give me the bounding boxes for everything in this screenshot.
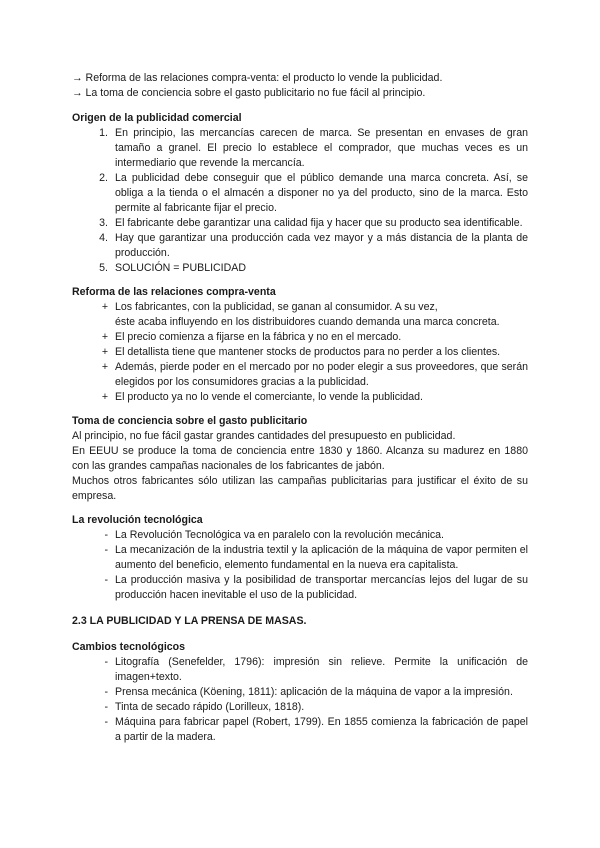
list-item xyxy=(72,543,528,573)
section-title: Origen de la publicidad comercial xyxy=(72,112,242,124)
list-marker: - xyxy=(104,656,108,668)
list-marker: + xyxy=(101,331,108,343)
list-item xyxy=(72,360,528,390)
intro-line: → La toma de conciencia sobre el gasto publicitario no fue fácil al principio. xyxy=(72,87,426,99)
list-marker: + xyxy=(101,391,108,403)
paragraph: Al principio, no fue fácil gastar grandes cantidades del presupuesto en publicidad. xyxy=(72,430,456,442)
list-marker: - xyxy=(104,574,108,586)
list-item xyxy=(72,573,528,603)
list-item xyxy=(72,685,528,700)
section-cambios xyxy=(72,640,528,745)
document-page xyxy=(72,71,528,745)
list-marker: - xyxy=(104,529,108,541)
list-item xyxy=(72,231,528,261)
list-marker: - xyxy=(104,701,108,713)
list-text: Máquina para fabricar papel (Robert, 1799). En 1855 comienza la fabricación de papel a partir de la madera. xyxy=(115,716,528,743)
paragraph: Muchos otros fabricantes sólo utilizan las campañas publicitarias para justificar el éxito de su empresa. xyxy=(72,475,528,502)
list-marker: 2. xyxy=(99,172,108,184)
list-text: La publicidad debe conseguir que el público demande una marca concreta. Así, se obliga a la tienda o el almacén a disponer no ya del producto, sino de la marca. Esto permite al fabricante fijar el precio. xyxy=(115,172,528,214)
list-item xyxy=(72,330,528,345)
section-title: Cambios tecnológicos xyxy=(72,641,186,653)
list-marker: 1. xyxy=(99,127,108,139)
list-marker: 4. xyxy=(99,232,108,244)
list-text: El detallista tiene que mantener stocks de productos para no perder a los clientes. xyxy=(115,346,501,358)
section-title: La revolución tecnológica xyxy=(72,514,203,526)
list-text: La Revolución Tecnológica va en paralelo con la revolución mecánica. xyxy=(115,529,445,541)
list-item xyxy=(72,528,528,543)
list-text-continuation: éste acaba influyendo en los distribuidores cuando demanda una marca concreta. xyxy=(115,316,500,328)
section-reforma xyxy=(72,285,528,405)
list-item xyxy=(72,655,528,685)
list-text: El fabricante debe garantizar una calidad fija y hacer que su producto sea identificable. xyxy=(115,217,523,229)
list-text: El producto ya no lo vende el comerciante, lo vende la publicidad. xyxy=(115,391,423,403)
list-marker: + xyxy=(101,346,108,358)
list-marker: 3. xyxy=(99,217,108,229)
list-item xyxy=(72,345,528,360)
section-origen xyxy=(72,111,528,276)
list-text: Prensa mecánica (Köening, 1811): aplicación de la máquina de vapor a la impresión. xyxy=(115,686,513,698)
bullet-list xyxy=(72,300,528,405)
numbered-list xyxy=(72,126,528,276)
dash-list xyxy=(72,528,528,603)
list-item xyxy=(72,261,528,276)
list-item xyxy=(72,390,528,405)
section-toma xyxy=(72,414,528,504)
list-marker: - xyxy=(104,544,108,556)
list-marker: 5. xyxy=(99,262,108,274)
section-title: Toma de conciencia sobre el gasto publicitario xyxy=(72,415,308,427)
section-2-3 xyxy=(72,614,528,629)
paragraph: En EEUU se produce la toma de conciencia entre 1830 y 1860. Alcanza su madurez en 1880 con las grandes campañas nacionales de los fabricantes de jabón. xyxy=(72,445,528,472)
list-text: La mecanización de la industria textil y la aplicación de la máquina de vapor permiten el aumento del beneficio, elemento fundamental en la nueva era capitalista. xyxy=(115,544,528,571)
list-item xyxy=(72,171,528,216)
list-text: En principio, las mercancías carecen de marca. Se presentan en envases de gran tamaño a granel. El precio lo establece el comprador, que muchas veces es un intermediario que revende la mercancía. xyxy=(115,127,528,169)
section-revolucion xyxy=(72,513,528,603)
list-marker: - xyxy=(104,686,108,698)
intro-block xyxy=(72,71,528,101)
dash-list xyxy=(72,655,528,745)
intro-line: → Reforma de las relaciones compra-venta: el producto lo vende la publicidad. xyxy=(72,72,443,84)
list-marker: - xyxy=(104,716,108,728)
list-item xyxy=(72,126,528,171)
section-title: Reforma de las relaciones compra-venta xyxy=(72,286,276,298)
list-item xyxy=(72,715,528,745)
list-item xyxy=(72,216,528,231)
list-text: Además, pierde poder en el mercado por no poder elegir a sus proveedores, que serán elegidos por los consumidores gracias a la publicidad. xyxy=(115,361,528,388)
list-text: El precio comienza a fijarse en la fábrica y no en el mercado. xyxy=(115,331,402,343)
section-heading: 2.3 LA PUBLICIDAD Y LA PRENSA DE MASAS. xyxy=(72,615,307,627)
list-item xyxy=(72,700,528,715)
list-item xyxy=(72,300,528,330)
list-text: Litografía (Senefelder, 1796): impresión sin relieve. Permite la unificación de imagen+texto. xyxy=(115,656,528,683)
list-text: Hay que garantizar una producción cada vez mayor y a más distancia de la planta de producción. xyxy=(115,232,528,259)
list-text: Tinta de secado rápido (Lorilleux, 1818). xyxy=(115,701,305,713)
list-marker: + xyxy=(101,301,108,313)
list-text: Los fabricantes, con la publicidad, se ganan al consumidor. A su vez, xyxy=(115,301,438,313)
list-text: SOLUCIÓN = PUBLICIDAD xyxy=(115,262,246,274)
list-text: La producción masiva y la posibilidad de transportar mercancías lejos del lugar de su producción hacen inevitable el uso de la publicidad. xyxy=(115,574,528,601)
list-marker: + xyxy=(101,361,108,373)
